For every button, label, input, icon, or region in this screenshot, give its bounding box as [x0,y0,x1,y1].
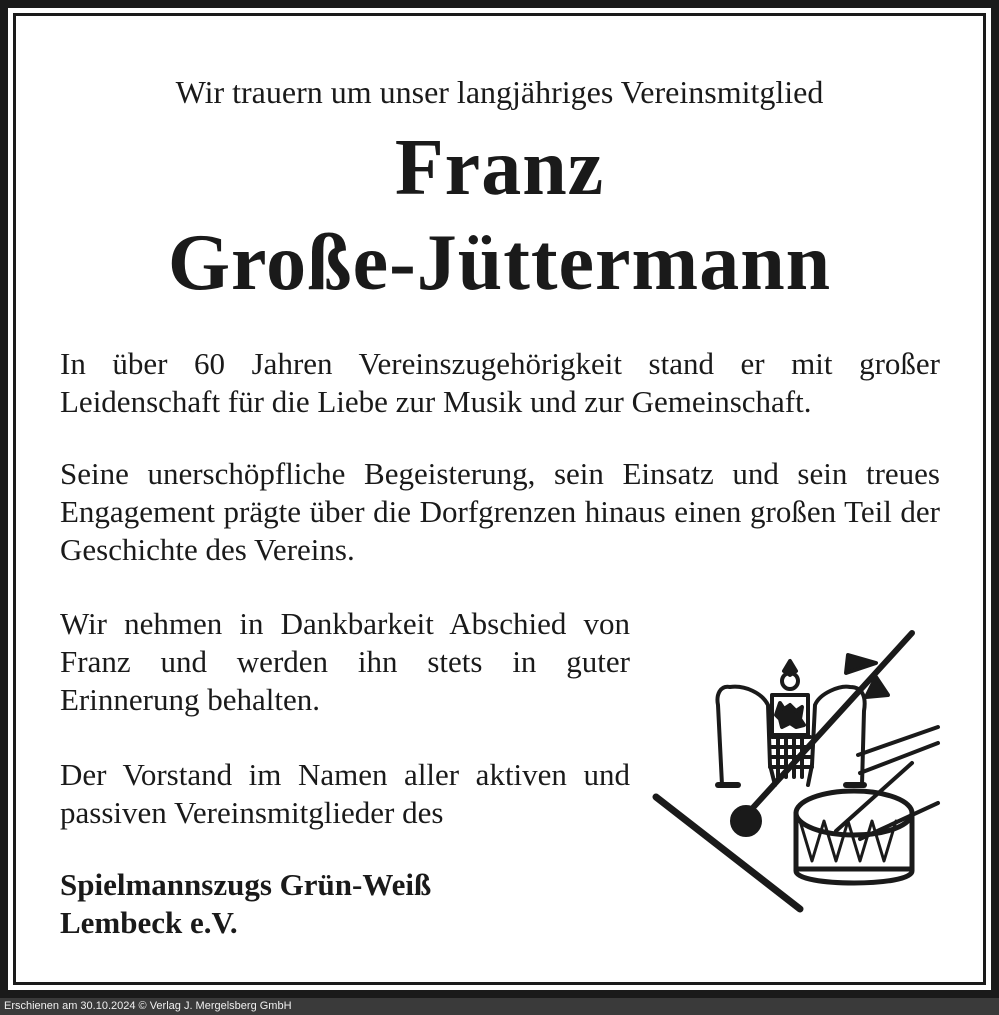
paragraph-membership: In über 60 Jahren Vereinszugehörigkeit stand er mit großer Leidenschaft für die Liebe zur Musik und zur Gemeinschaft. [60,346,940,419]
first-name: Franz [394,124,605,212]
publication-footer: Erschienen am 30.10.2024 © Verlag J. Mergelsberg GmbH [0,998,999,1015]
paragraph-board: Der Vorstand im Namen aller aktiven und passiven Vereinsmitglieder des [60,757,630,830]
paragraph-engagement: Seine unerschöpfliche Begeisterung, sein Einsatz und sein treues Engagement prägte über die Dorfgrenzen hinaus einen großen Teil der Geschichte des Vereins. [60,456,940,567]
club-location: Lembeck e.V. [60,905,238,940]
marching-band-instruments-icon [650,625,950,925]
last-name: Große-Jüttermann [167,219,832,307]
club-name: Spielmannszugs Grün-Weiß [60,867,432,902]
club-signature [60,866,431,942]
intro-line: Wir trauern um unser langjähriges Vereinsmitglied [175,74,824,110]
paragraph-farewell: Wir nehmen in Dankbarkeit Abschied von Franz und werden ihn stets in guter Erinnerung behalten. [60,606,630,717]
